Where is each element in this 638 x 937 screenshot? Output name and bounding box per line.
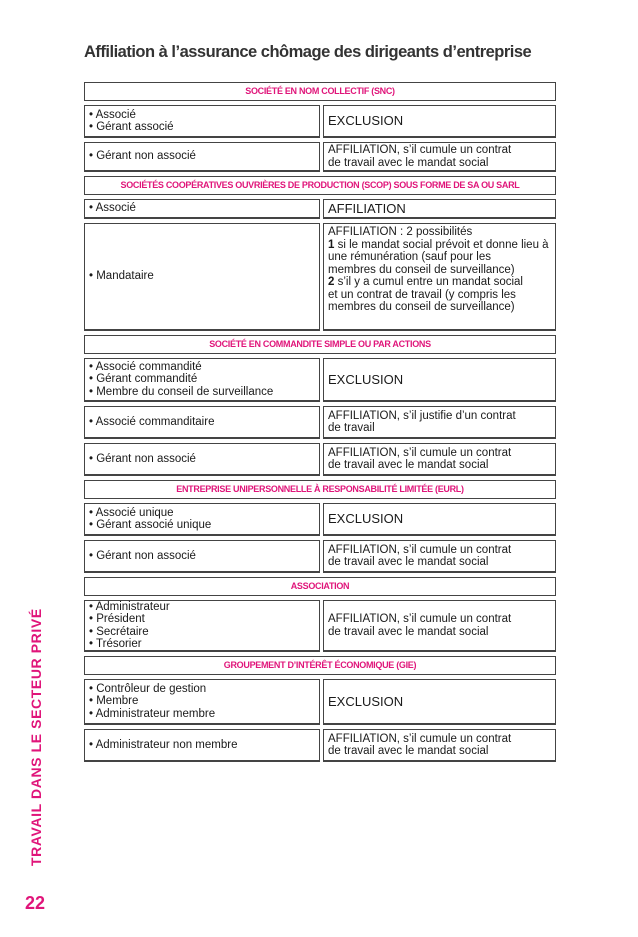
role-text: • Associé unique: [89, 506, 174, 519]
role-cell: [84, 679, 320, 725]
table-row: [84, 199, 556, 219]
affiliation-table: [84, 82, 556, 766]
role-cell: [84, 729, 320, 762]
role-text: • Gérant associé unique: [89, 519, 212, 531]
status-text: EXCLUSION: [328, 371, 404, 387]
role-text: • Membre: [89, 695, 139, 708]
role-text: • Gérant commandité: [89, 373, 198, 386]
section-header: ENTREPRISE UNIPERSONNELLE À RESPONSABILITÉ LIMITÉE (EURL): [84, 480, 556, 499]
role-text: • Mandataire: [89, 270, 154, 283]
role-cell: [84, 503, 320, 536]
role-text: • Associé: [89, 108, 136, 121]
role-cell: [84, 540, 320, 573]
section-header: SOCIÉTÉ EN NOM COLLECTIF (SNC): [84, 82, 556, 101]
role-text: • Gérant associé: [89, 121, 174, 133]
role-cell: [84, 406, 320, 439]
status-text: de travail avec le mandat social: [328, 556, 489, 568]
status-text: de travail avec le mandat social: [328, 625, 489, 638]
role-cell: [84, 199, 320, 219]
role-text: • Membre du conseil de surveillance: [89, 385, 274, 398]
table-row: [84, 600, 556, 652]
role-text: • Président: [89, 613, 145, 625]
table-row: [84, 503, 556, 536]
page-number: 22: [25, 893, 46, 913]
status-text: AFFILIATION, s’il cumule un contrat: [328, 613, 512, 625]
role-text: • Gérant non associé: [89, 549, 196, 562]
role-text: • Gérant non associé: [89, 150, 196, 163]
role-cell: [84, 443, 320, 476]
status-text: 2 s’il y a cumul entre un mandat social: [328, 276, 523, 288]
role-cell: [84, 105, 320, 138]
status-text: de travail avec le mandat social: [328, 156, 489, 169]
page-title: Affiliation à l’assurance chômage des dirigeants d’entreprise: [84, 43, 532, 61]
status-cell: [323, 199, 556, 219]
status-text: AFFILIATION, s’il cumule un contrat: [328, 144, 512, 156]
role-cell: [84, 223, 320, 331]
status-text: EXCLUSION: [328, 693, 404, 709]
status-cell: [323, 142, 556, 172]
section-header: SOCIÉTÉS COOPÉRATIVES OUVRIÈRES DE PRODUCTION (SCOP) SOUS FORME DE SA OU SARL: [84, 176, 556, 195]
status-cell: [323, 503, 556, 536]
table-row: [84, 443, 556, 476]
role-text: • Associé commanditaire: [89, 415, 215, 428]
section-header: GROUPEMENT D’INTÉRÊT ÉCONOMIQUE (GIE): [84, 656, 556, 675]
table-row: [84, 358, 556, 402]
table-row: [84, 105, 556, 138]
role-text: • Gérant non associé: [89, 452, 196, 465]
status-text: membres du conseil de surveillance): [328, 263, 515, 276]
role-text: • Administrateur non membre: [89, 738, 238, 751]
side-label: TRAVAIL DANS LE SECTEUR PRIVÉ: [28, 608, 44, 866]
status-cell: [323, 540, 556, 573]
role-text: • Trésorier: [89, 638, 142, 650]
status-text: de travail avec le mandat social: [328, 459, 489, 471]
table-row: [84, 406, 556, 439]
status-cell: [323, 729, 556, 762]
status-text: AFFILIATION : 2 possibilités: [328, 226, 473, 238]
status-text: et un contrat de travail (y compris les: [328, 288, 516, 301]
section-header: SOCIÉTÉ EN COMMANDITE SIMPLE OU PAR ACTIONS: [84, 335, 556, 354]
status-text: AFFILIATION: [328, 200, 406, 216]
role-cell: [84, 600, 320, 652]
status-text: AFFILIATION, s’il justifie d’un contrat: [328, 409, 516, 422]
status-text: de travail: [328, 422, 375, 434]
section-header: ASSOCIATION: [84, 577, 556, 596]
status-text: AFFILIATION, s’il cumule un contrat: [328, 543, 512, 556]
table-row: [84, 142, 556, 172]
status-cell: [323, 679, 556, 725]
status-text: de travail avec le mandat social: [328, 745, 489, 757]
status-cell: [323, 443, 556, 476]
table-row: [84, 540, 556, 573]
role-text: • Contrôleur de gestion: [89, 682, 207, 695]
status-cell: [323, 600, 556, 652]
table-row: [84, 679, 556, 725]
status-text: AFFILIATION, s’il cumule un contrat: [328, 732, 512, 745]
role-text: • Administrateur membre: [89, 707, 216, 720]
status-text: EXCLUSION: [328, 113, 404, 128]
status-text: 1 si le mandat social prévoit et donne lieu à: [328, 238, 549, 251]
role-text: • Associé: [89, 202, 136, 215]
table-row: [84, 223, 556, 331]
status-text: EXCLUSION: [328, 511, 404, 526]
role-cell: [84, 358, 320, 402]
status-text: membres du conseil de surveillance): [328, 301, 515, 313]
role-text: • Associé commandité: [89, 360, 202, 373]
status-cell: [323, 406, 556, 439]
status-cell: [323, 223, 556, 331]
role-text: • Administrateur: [89, 600, 170, 613]
status-text: AFFILIATION, s’il cumule un contrat: [328, 446, 512, 459]
status-text: une rémunération (sauf pour les: [328, 251, 492, 263]
status-cell: [323, 358, 556, 402]
table-row: [84, 729, 556, 762]
status-cell: [323, 105, 556, 138]
role-cell: [84, 142, 320, 172]
role-text: • Secrétaire: [89, 625, 149, 638]
